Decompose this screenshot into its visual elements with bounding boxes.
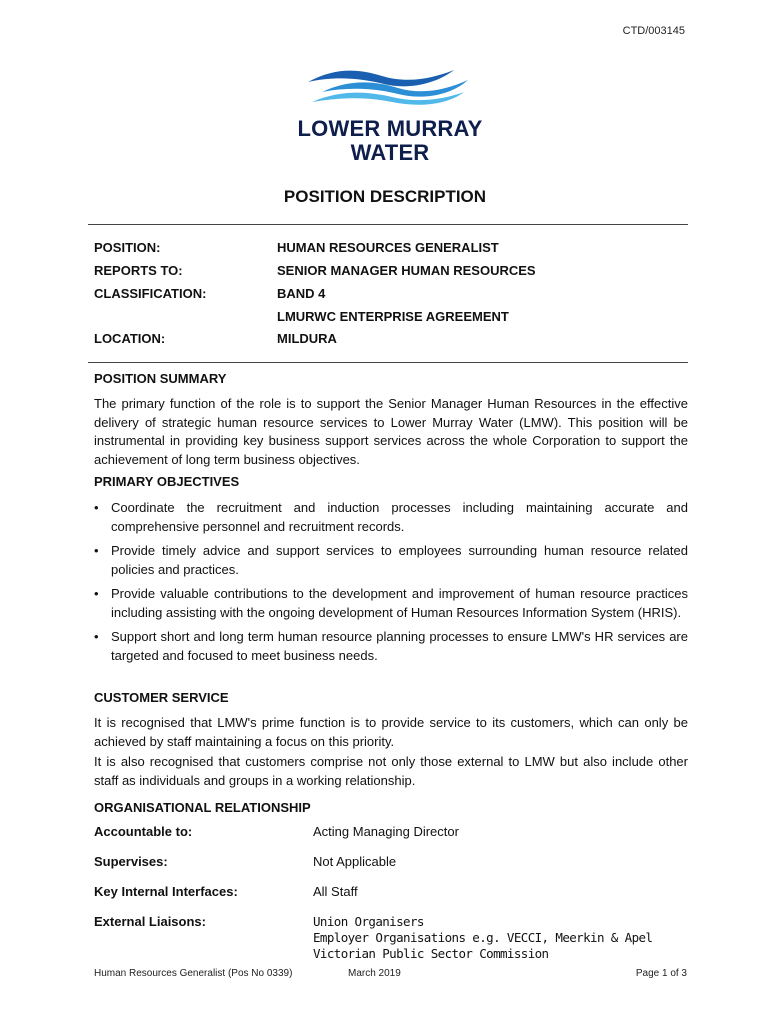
summary-text: The primary function of the role is to support the Senior Manager Human Resources in the effective delivery of strategic human resource services to Lower Murray Water (LMW). This position will be instrumental in providing key business support services across the whole Corporation to support the achievement of long term business objectives. [94,396,688,467]
list-item: • Provide timely advice and support services to employees surrounding human resource related policies and practices. [94,543,688,577]
position-value: HUMAN RESOURCES GENERALIST [277,240,499,255]
location-value: MILDURA [277,331,337,346]
position-label: POSITION: [94,240,161,255]
relationship-heading: ORGANISATIONAL RELATIONSHIP [94,800,311,815]
title-divider [88,224,688,225]
external-liaison-2: Employer Organisations e.g. VECCI, Meerkin & Apel [313,930,653,945]
logo-text-line1: LOWER MURRAY [297,116,483,141]
customer-paragraph-1: It is recognised that LMW's prime function is to provide service to its customers, which can only be achieved by staff maintaining a focus on this priority. [94,715,688,749]
supervises-value: Not Applicable [313,854,397,869]
footer-page-number: Page 1 of 3 [635,968,687,979]
classification-label: CLASSIFICATION: [94,286,207,301]
supervises-label: Supervises: [94,854,168,869]
customer-paragraph-2: It is also recognised that customers comprise not only those external to LMW but also include other staff as individuals and groups in a working relationship. [94,754,688,788]
document-id: CTD/003145 [622,25,685,37]
list-item: • Support short and long term human resource planning processes to ensure LMW's HR services are targeted and focused to meet business needs. [94,629,688,663]
summary-heading: POSITION SUMMARY [94,371,227,386]
location-label: LOCATION: [94,331,166,346]
footer-date: March 2019 [348,968,401,979]
internal-interfaces-value: All Staff [313,884,358,899]
objectives-list [94,499,688,671]
external-liaison-3: Victorian Public Sector Commission [313,946,549,961]
footer-document-name: Human Resources Generalist (Pos No 0339) [94,968,293,979]
classification-value: BAND 4 [277,286,326,301]
accountable-label: Accountable to: [94,824,193,839]
internal-interfaces-label: Key Internal Interfaces: [94,884,238,899]
customer-heading: CUSTOMER SERVICE [94,690,229,705]
reports-to-label: REPORTS TO: [94,263,183,278]
wave-logo-icon [304,66,476,106]
list-item: • Provide valuable contributions to the development and improvement of human resource practices including assisting with the ongoing development of Human Resources Information System (HRIS). [94,586,688,620]
reports-to-value: SENIOR MANAGER HUMAN RESOURCES [277,263,536,278]
logo-text-line2: WATER [350,140,430,165]
header-divider [88,362,688,363]
document-title: POSITION DESCRIPTION [283,187,487,206]
lmw-logo [290,66,490,166]
agreement-value: LMURWC ENTERPRISE AGREEMENT [277,309,509,324]
list-item: • Coordinate the recruitment and induction processes including maintaining accurate and comprehensive personnel and recruitment records. [94,500,688,534]
accountable-value: Acting Managing Director [313,824,459,839]
external-liaisons-label: External Liaisons: [94,914,206,929]
objectives-heading: PRIMARY OBJECTIVES [94,474,240,489]
external-liaison-1: Union Organisers [313,914,424,929]
